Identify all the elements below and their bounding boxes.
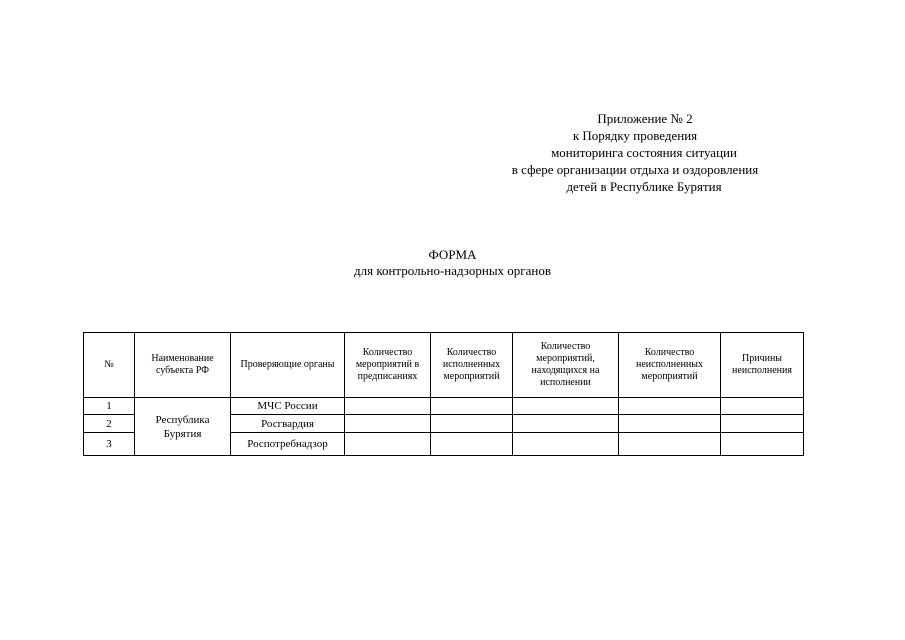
form-subtitle: для контрольно-надзорных органов <box>353 263 551 278</box>
subject-value: Республика Бурятия <box>155 413 210 440</box>
header-number: № <box>84 333 135 398</box>
inspector-cell: Росгвардия <box>231 415 345 433</box>
reasons-cell[interactable] <box>721 415 804 433</box>
annex-line-sphere: в сфере организации отдыха и оздоровления <box>511 162 759 177</box>
not-completed-cell[interactable] <box>619 398 721 415</box>
completed-cell[interactable] <box>431 398 513 415</box>
annex-title: Приложение № 2 <box>597 111 693 126</box>
header-measures-in-orders: Количество мероприятий в предписаниях <box>345 333 431 398</box>
annex-line-region: детей в Республике Бурятия <box>566 179 722 194</box>
in-progress-cell[interactable] <box>513 398 619 415</box>
header-completed: Количество исполненных мероприятий <box>431 333 513 398</box>
in-progress-cell[interactable] <box>513 415 619 433</box>
header-in-progress: Количество мероприятий, находящихся на исполнении <box>513 333 619 398</box>
form-title: ФОРМА <box>428 247 477 262</box>
row-number: 1 <box>84 398 135 415</box>
inspector-cell: Роспотребнадзор <box>231 433 345 456</box>
inspector-cell: МЧС России <box>231 398 345 415</box>
annex-line-monitoring: мониторинга состояния ситуации <box>551 145 737 160</box>
table-row <box>84 398 804 415</box>
not-completed-cell[interactable] <box>619 433 721 456</box>
header-subject: Наименование субъекта РФ <box>135 333 231 398</box>
annex-header <box>470 110 800 195</box>
completed-cell[interactable] <box>431 415 513 433</box>
not-completed-cell[interactable] <box>619 415 721 433</box>
measures-cell[interactable] <box>345 398 431 415</box>
header-inspectors: Проверяющие органы <box>231 333 345 398</box>
header-not-completed: Количество неисполненных мероприятий <box>619 333 721 398</box>
measures-cell[interactable] <box>345 433 431 456</box>
completed-cell[interactable] <box>431 433 513 456</box>
table-header-row <box>84 333 804 398</box>
in-progress-cell[interactable] <box>513 433 619 456</box>
annex-line-procedure: к Порядку проведения <box>572 128 698 143</box>
header-reasons: Причины неисполнения <box>721 333 804 398</box>
subject-cell <box>135 398 231 456</box>
row-number: 3 <box>84 433 135 456</box>
reasons-cell[interactable] <box>721 398 804 415</box>
measures-cell[interactable] <box>345 415 431 433</box>
reasons-cell[interactable] <box>721 433 804 456</box>
report-table <box>83 332 804 456</box>
form-heading <box>0 247 905 279</box>
row-number: 2 <box>84 415 135 433</box>
